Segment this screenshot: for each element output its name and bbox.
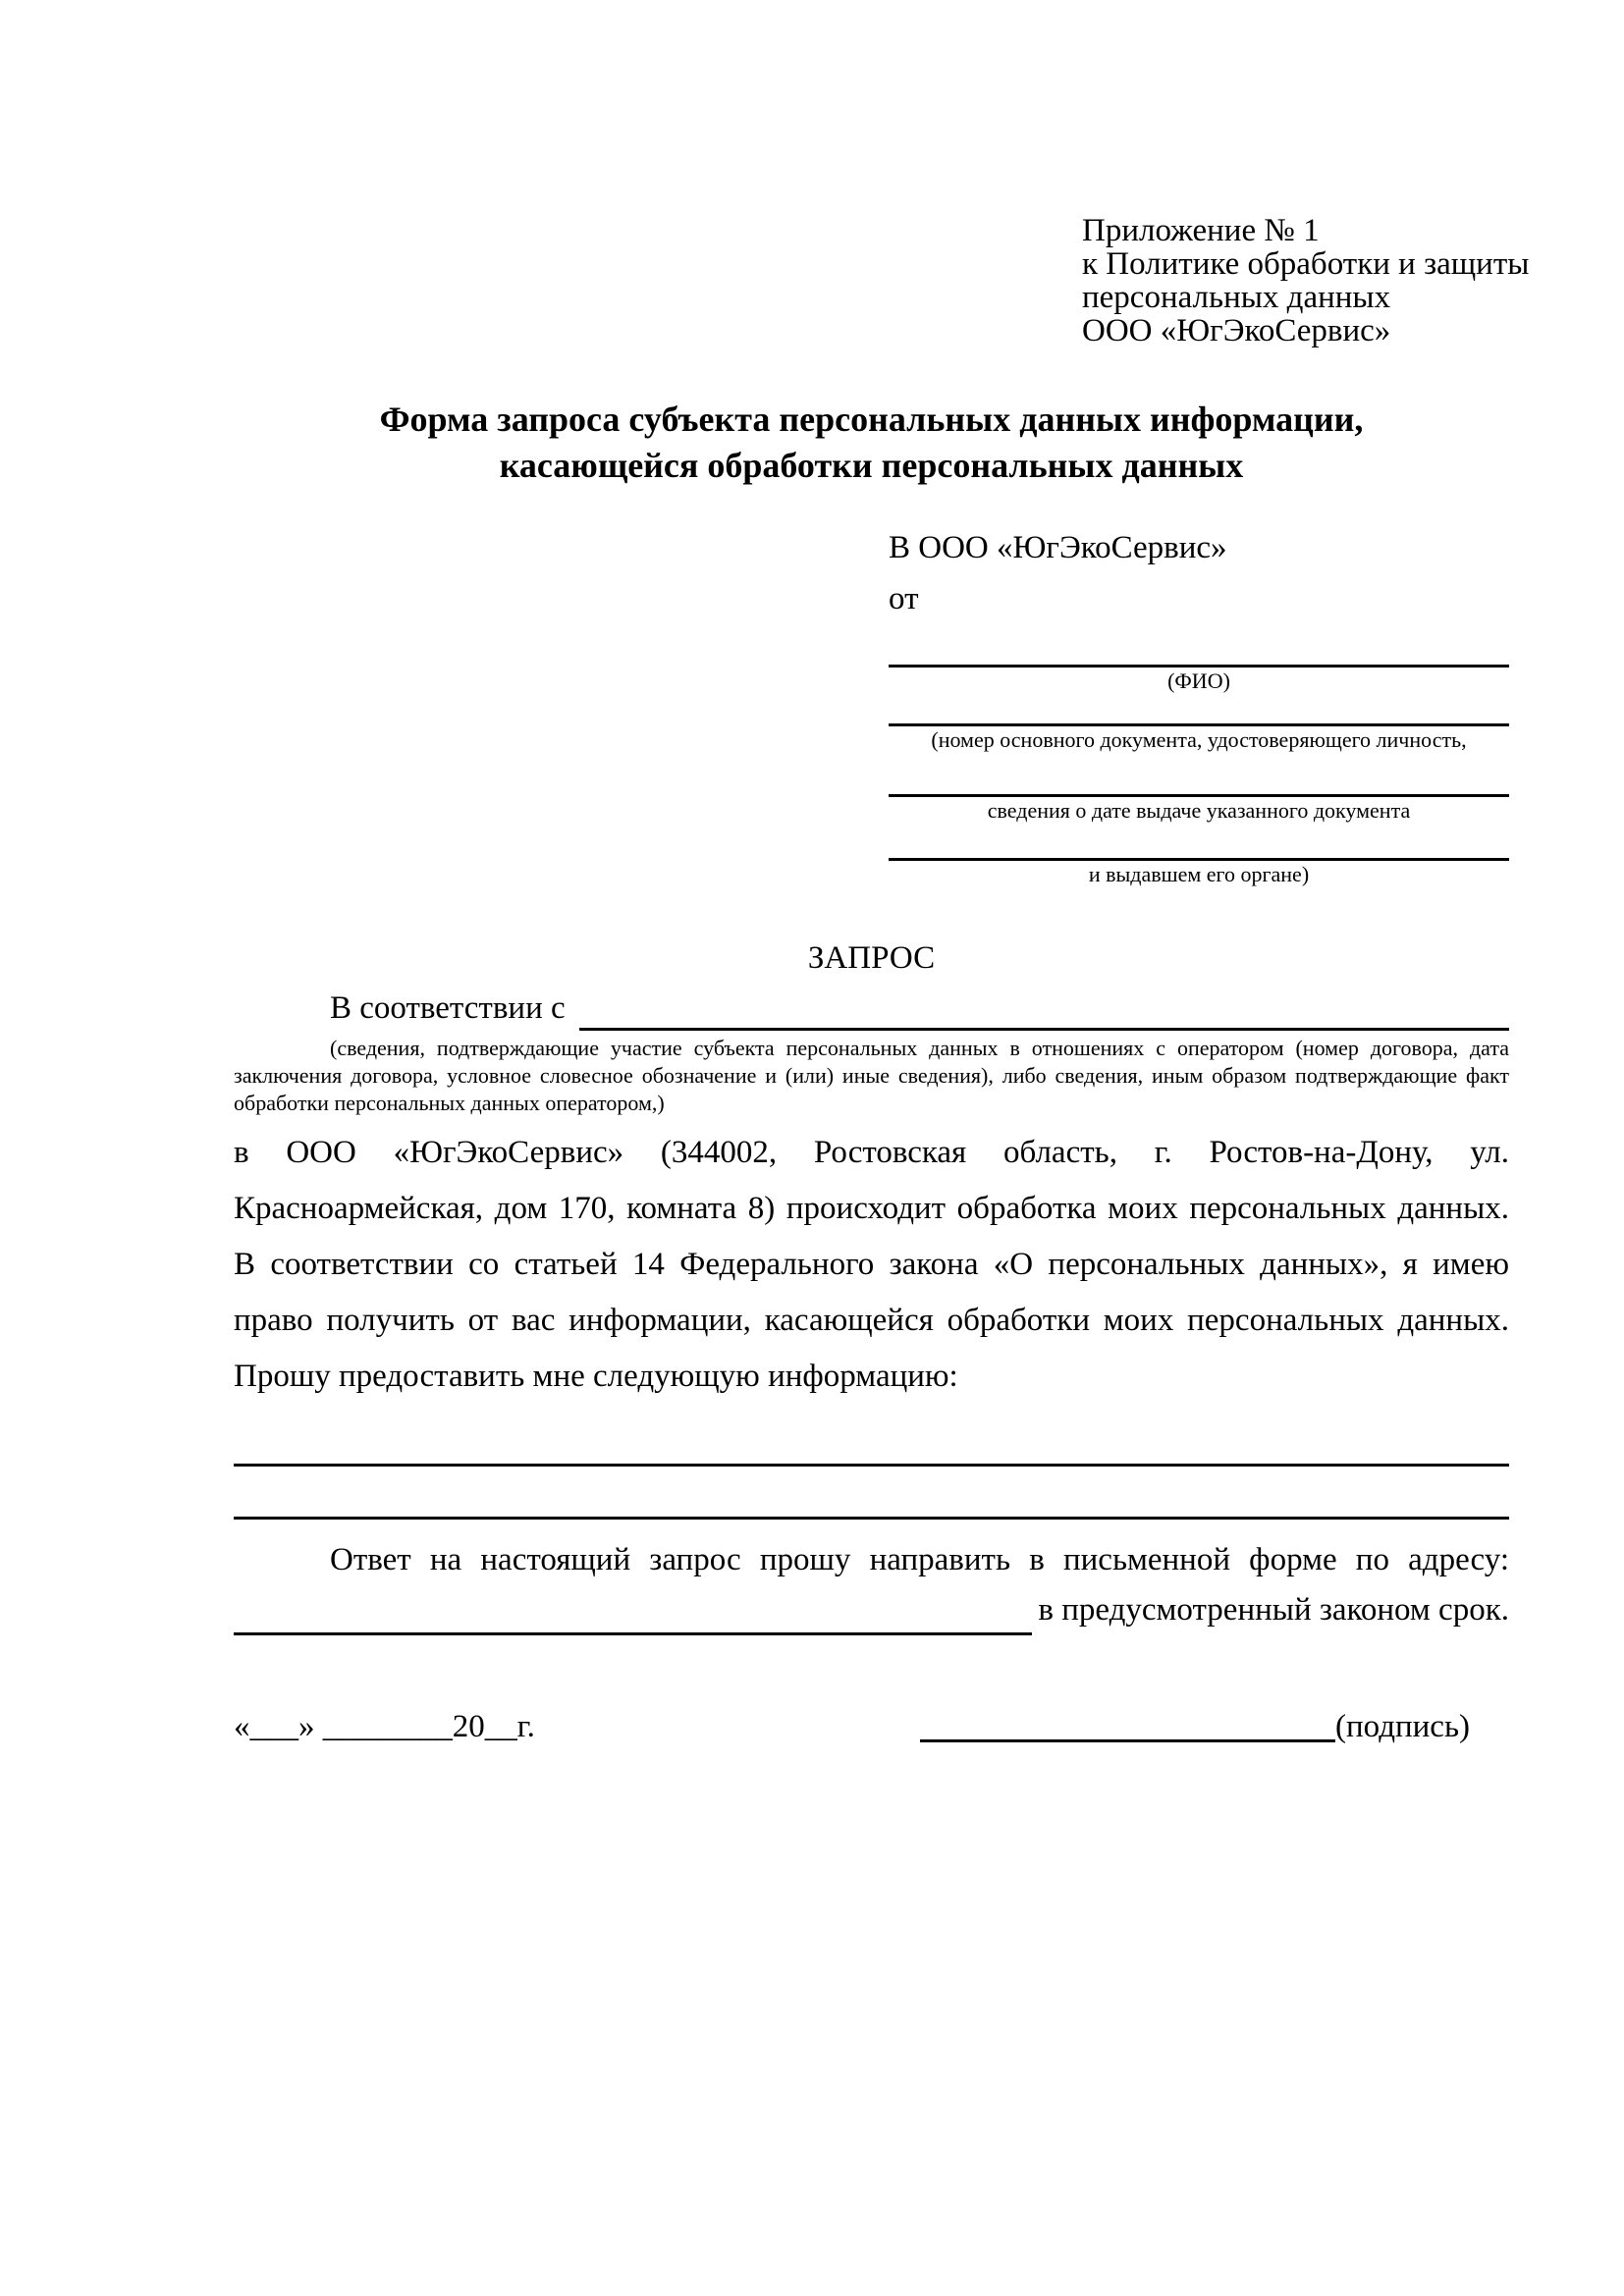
document-number-blank-line <box>889 694 1509 726</box>
document-title-line: Форма запроса субъекта персональных данных информации, <box>379 400 1364 439</box>
field-issue-date <box>889 753 1509 824</box>
accordance-lead-text: В соответствии с <box>330 990 566 1026</box>
issue-date-caption: сведения о дате выдаче указанного документа <box>987 798 1411 823</box>
fio-blank-line <box>889 618 1509 667</box>
fio-field-caption: (ФИО) <box>1167 668 1230 693</box>
signature-row <box>234 1704 1509 1749</box>
response-request-sentence: Ответ на настоящий запрос прошу направить в письменной форме по адресу: <box>330 1542 1509 1577</box>
signature-blank-line <box>920 1735 1335 1742</box>
address-blank-line <box>234 1584 1032 1635</box>
appendix-block <box>1082 213 1530 348</box>
issue-date-blank-line <box>889 753 1509 797</box>
issuing-authority-caption: и выдавшем его органе) <box>1088 862 1310 886</box>
appendix-line: ООО «ЮгЭкоСервис» <box>1082 313 1391 348</box>
field-document-number <box>889 694 1509 753</box>
appendix-line: Приложение № 1 <box>1082 213 1320 248</box>
response-tail-text: в предусмотренный законом срок. <box>1038 1592 1509 1628</box>
requested-info-blank-line-1 <box>234 1405 1509 1467</box>
appendix-line: персональных данных <box>1082 280 1391 315</box>
body-paragraph: в ООО «ЮгЭкоСервис» (344002, Ростовская область, г. Ростов-на-Дону, ул. Красноармейская, дом 170, комната 8) происходит обработка моих персональных данных. В соответствии со статьей 14 Федерального закона «О персональных данных», я имею право получить от вас информации, касающейся обработки моих персональных данных. Прошу предоставить мне следующую информацию: <box>234 1135 1509 1394</box>
appendix-line: к Политике обработки и защиты <box>1082 246 1530 282</box>
request-heading: ЗАПРОС <box>807 940 936 976</box>
document-number-caption: (номер основного документа, удостоверяющего личность, <box>931 727 1467 752</box>
field-issuing-authority <box>889 824 1509 887</box>
from-label: от <box>889 581 919 616</box>
accordance-blank-line <box>579 986 1509 1031</box>
recipient-block <box>889 528 1509 887</box>
document-title-line: касающейся обработки персональных данных <box>499 446 1244 485</box>
accordance-footnote: (сведения, подтверждающие участие субъекта персональных данных в отношениях с оператором (номер договора, дата заключения договора, условное словесное обозначение и (или) иные сведения), либо сведения, иным образом подтверждающие факт обработки персональных данных оператором,) <box>234 1036 1509 1115</box>
signature-caption: (подпись) <box>1335 1709 1470 1744</box>
requested-info-blank-line-2 <box>234 1467 1509 1520</box>
field-fio <box>889 618 1509 694</box>
response-address-line <box>234 1584 1509 1635</box>
recipient-organization: В ООО «ЮгЭкоСервис» <box>889 530 1227 565</box>
accordance-line <box>330 986 1509 1031</box>
issuing-authority-blank-line <box>889 824 1509 861</box>
signature-area <box>920 1704 1470 1749</box>
date-blank-line: «___» ________20__г. <box>234 1709 535 1744</box>
document-title <box>234 397 1509 489</box>
